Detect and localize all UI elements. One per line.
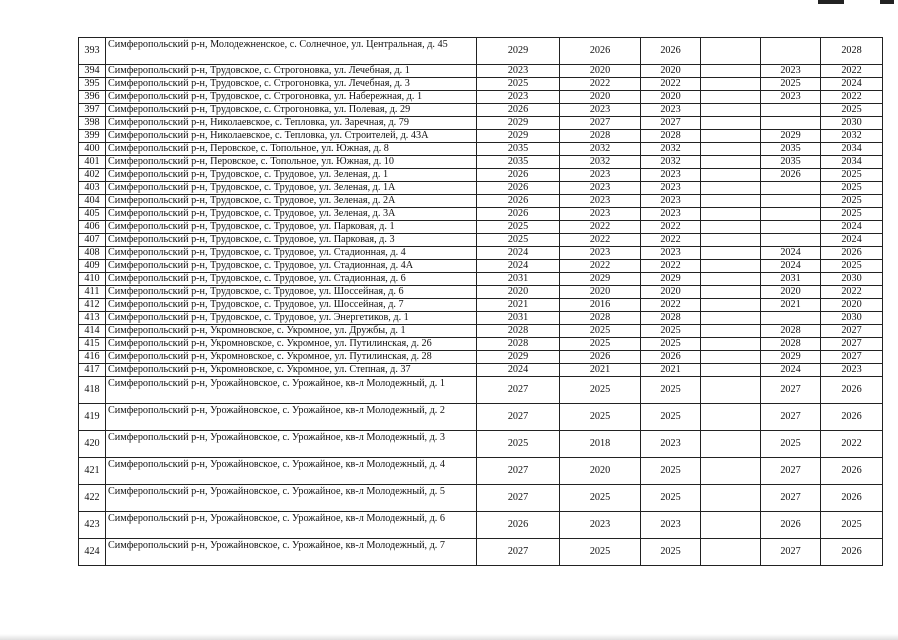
year-cell-6: 2025 [821, 169, 883, 182]
year-cell-4 [701, 431, 761, 458]
year-cell-2: 2020 [560, 286, 641, 299]
year-cell-6: 2025 [821, 104, 883, 117]
year-cell-6: 2023 [821, 364, 883, 377]
year-cell-3: 2026 [641, 38, 701, 65]
year-cell-1: 2031 [477, 312, 560, 325]
year-cell-1: 2024 [477, 364, 560, 377]
year-cell-4 [701, 512, 761, 539]
year-cell-6: 2027 [821, 351, 883, 364]
row-number: 400 [79, 143, 106, 156]
row-number: 393 [79, 38, 106, 65]
year-cell-3: 2032 [641, 156, 701, 169]
year-cell-1: 2023 [477, 65, 560, 78]
address-cell: Симферопольский р-н, Перовское, с. Топольное, ул. Южная, д. 10 [106, 156, 477, 169]
address-cell: Симферопольский р-н, Трудовское, с. Строгоновка, ул. Лечебная, д. 1 [106, 65, 477, 78]
row-number: 412 [79, 299, 106, 312]
year-cell-5: 2026 [761, 512, 821, 539]
row-number: 411 [79, 286, 106, 299]
year-cell-3: 2026 [641, 351, 701, 364]
year-cell-2: 2032 [560, 143, 641, 156]
row-number: 395 [79, 78, 106, 91]
year-cell-2: 2020 [560, 65, 641, 78]
year-cell-1: 2028 [477, 325, 560, 338]
year-cell-6: 2030 [821, 117, 883, 130]
year-cell-3: 2027 [641, 117, 701, 130]
year-cell-3: 2023 [641, 208, 701, 221]
year-cell-5 [761, 312, 821, 325]
year-cell-4 [701, 364, 761, 377]
year-cell-3: 2028 [641, 312, 701, 325]
year-cell-2: 2025 [560, 485, 641, 512]
year-cell-3: 2025 [641, 539, 701, 566]
year-cell-2: 2026 [560, 351, 641, 364]
year-cell-4 [701, 247, 761, 260]
address-cell: Симферопольский р-н, Молодежненское, с. Солнечное, ул. Центральная, д. 45 [106, 38, 477, 65]
year-cell-2: 2025 [560, 539, 641, 566]
year-cell-4 [701, 286, 761, 299]
year-cell-2: 2027 [560, 117, 641, 130]
table-body [79, 38, 883, 566]
address-cell: Симферопольский р-н, Трудовское, с. Трудовое, ул. Зеленая, д. 3А [106, 208, 477, 221]
year-cell-5: 2026 [761, 169, 821, 182]
address-cell: Симферопольский р-н, Урожайновское, с. Урожайное, кв-л Молодежный, д. 1 [106, 377, 477, 404]
year-cell-4 [701, 338, 761, 351]
year-cell-5 [761, 117, 821, 130]
year-cell-1: 2027 [477, 485, 560, 512]
row-number: 405 [79, 208, 106, 221]
year-cell-3: 2025 [641, 325, 701, 338]
year-cell-3: 2028 [641, 130, 701, 143]
year-cell-6: 2022 [821, 286, 883, 299]
year-cell-3: 2022 [641, 78, 701, 91]
address-cell: Симферопольский р-н, Трудовское, с. Трудовое, ул. Шоссейная, д. 6 [106, 286, 477, 299]
year-cell-6: 2032 [821, 130, 883, 143]
year-cell-3: 2023 [641, 195, 701, 208]
address-cell: Симферопольский р-н, Трудовское, с. Трудовое, ул. Стадионная, д. 4А [106, 260, 477, 273]
row-number: 404 [79, 195, 106, 208]
year-cell-3: 2022 [641, 299, 701, 312]
address-cell: Симферопольский р-н, Урожайновское, с. Урожайное, кв-л Молодежный, д. 5 [106, 485, 477, 512]
year-cell-1: 2025 [477, 221, 560, 234]
table-row [79, 208, 883, 221]
year-cell-2: 2025 [560, 377, 641, 404]
year-cell-6: 2020 [821, 299, 883, 312]
row-number: 398 [79, 117, 106, 130]
year-cell-5 [761, 234, 821, 247]
year-cell-4 [701, 273, 761, 286]
year-cell-2: 2023 [560, 208, 641, 221]
year-cell-1: 2023 [477, 91, 560, 104]
year-cell-3: 2025 [641, 485, 701, 512]
year-cell-1: 2026 [477, 208, 560, 221]
year-cell-6: 2030 [821, 273, 883, 286]
year-cell-4 [701, 38, 761, 65]
address-cell: Симферопольский р-н, Урожайновское, с. Урожайное, кв-л Молодежный, д. 7 [106, 539, 477, 566]
year-cell-5: 2024 [761, 364, 821, 377]
year-cell-5: 2024 [761, 260, 821, 273]
row-number: 407 [79, 234, 106, 247]
row-number: 414 [79, 325, 106, 338]
year-cell-2: 2016 [560, 299, 641, 312]
year-cell-5 [761, 104, 821, 117]
schedule-table [78, 37, 883, 566]
year-cell-2: 2025 [560, 338, 641, 351]
year-cell-6: 2025 [821, 208, 883, 221]
year-cell-4 [701, 539, 761, 566]
year-cell-1: 2027 [477, 458, 560, 485]
year-cell-3: 2032 [641, 143, 701, 156]
year-cell-3: 2023 [641, 512, 701, 539]
year-cell-2: 2025 [560, 404, 641, 431]
year-cell-5 [761, 38, 821, 65]
year-cell-6: 2022 [821, 65, 883, 78]
year-cell-6: 2025 [821, 260, 883, 273]
year-cell-2: 2022 [560, 234, 641, 247]
year-cell-2: 2032 [560, 156, 641, 169]
year-cell-4 [701, 208, 761, 221]
year-cell-6: 2026 [821, 539, 883, 566]
year-cell-4 [701, 299, 761, 312]
year-cell-2: 2023 [560, 169, 641, 182]
address-cell: Симферопольский р-н, Трудовское, с. Трудовое, ул. Стадионная, д. 6 [106, 273, 477, 286]
address-cell: Симферопольский р-н, Урожайновское, с. Урожайное, кв-л Молодежный, д. 4 [106, 458, 477, 485]
table-row [79, 117, 883, 130]
address-cell: Симферопольский р-н, Урожайновское, с. Урожайное, кв-л Молодежный, д. 2 [106, 404, 477, 431]
year-cell-5: 2025 [761, 78, 821, 91]
year-cell-5: 2027 [761, 377, 821, 404]
year-cell-5: 2029 [761, 351, 821, 364]
row-number: 403 [79, 182, 106, 195]
year-cell-5: 2023 [761, 65, 821, 78]
year-cell-1: 2035 [477, 156, 560, 169]
year-cell-3: 2021 [641, 364, 701, 377]
row-number: 420 [79, 431, 106, 458]
year-cell-2: 2023 [560, 512, 641, 539]
year-cell-4 [701, 78, 761, 91]
year-cell-3: 2022 [641, 234, 701, 247]
year-cell-1: 2027 [477, 404, 560, 431]
year-cell-5: 2029 [761, 130, 821, 143]
row-number: 413 [79, 312, 106, 325]
year-cell-5: 2025 [761, 431, 821, 458]
year-cell-4 [701, 351, 761, 364]
table-row [79, 364, 883, 377]
row-number: 424 [79, 539, 106, 566]
year-cell-1: 2027 [477, 377, 560, 404]
year-cell-1: 2024 [477, 247, 560, 260]
table-row [79, 234, 883, 247]
year-cell-2: 2025 [560, 325, 641, 338]
address-cell: Симферопольский р-н, Николаевское, с. Тепловка, ул. Строителей, д. 43А [106, 130, 477, 143]
year-cell-5 [761, 208, 821, 221]
address-cell: Симферопольский р-н, Урожайновское, с. Урожайное, кв-л Молодежный, д. 6 [106, 512, 477, 539]
table-row [79, 156, 883, 169]
year-cell-5: 2027 [761, 485, 821, 512]
year-cell-1: 2026 [477, 182, 560, 195]
year-cell-1: 2027 [477, 539, 560, 566]
year-cell-2: 2023 [560, 195, 641, 208]
year-cell-5 [761, 182, 821, 195]
year-cell-1: 2026 [477, 512, 560, 539]
table-row [79, 485, 883, 512]
table-row [79, 458, 883, 485]
year-cell-4 [701, 65, 761, 78]
year-cell-6: 2034 [821, 143, 883, 156]
year-cell-5: 2027 [761, 404, 821, 431]
year-cell-3: 2023 [641, 431, 701, 458]
year-cell-4 [701, 182, 761, 195]
row-number: 418 [79, 377, 106, 404]
row-number: 415 [79, 338, 106, 351]
address-cell: Симферопольский р-н, Трудовское, с. Трудовое, ул. Парковая, д. 3 [106, 234, 477, 247]
year-cell-5: 2021 [761, 299, 821, 312]
year-cell-1: 2026 [477, 104, 560, 117]
year-cell-1: 2029 [477, 351, 560, 364]
year-cell-4 [701, 404, 761, 431]
year-cell-3: 2022 [641, 260, 701, 273]
year-cell-6: 2024 [821, 221, 883, 234]
table-row [79, 247, 883, 260]
year-cell-4 [701, 195, 761, 208]
year-cell-6: 2027 [821, 325, 883, 338]
year-cell-2: 2023 [560, 247, 641, 260]
address-cell: Симферопольский р-н, Трудовское, с. Трудовое, ул. Зеленая, д. 2А [106, 195, 477, 208]
year-cell-2: 2026 [560, 38, 641, 65]
table-row [79, 431, 883, 458]
row-number: 421 [79, 458, 106, 485]
address-cell: Симферопольский р-н, Трудовское, с. Трудовое, ул. Стадионная, д. 4 [106, 247, 477, 260]
address-cell: Симферопольский р-н, Укромновское, с. Укромное, ул. Степная, д. 37 [106, 364, 477, 377]
year-cell-4 [701, 156, 761, 169]
year-cell-5: 2024 [761, 247, 821, 260]
table-row [79, 195, 883, 208]
row-number: 397 [79, 104, 106, 117]
year-cell-6: 2030 [821, 312, 883, 325]
year-cell-3: 2020 [641, 91, 701, 104]
row-number: 402 [79, 169, 106, 182]
year-cell-4 [701, 485, 761, 512]
year-cell-6: 2034 [821, 156, 883, 169]
year-cell-4 [701, 234, 761, 247]
scan-mark [818, 0, 844, 4]
year-cell-3: 2025 [641, 458, 701, 485]
table-row [79, 312, 883, 325]
year-cell-4 [701, 312, 761, 325]
scan-edge [0, 634, 898, 640]
address-cell: Симферопольский р-н, Трудовское, с. Строгоновка, ул. Лечебная, д. 3 [106, 78, 477, 91]
table-row [79, 338, 883, 351]
year-cell-6: 2022 [821, 431, 883, 458]
year-cell-6: 2025 [821, 195, 883, 208]
row-number: 408 [79, 247, 106, 260]
row-number: 422 [79, 485, 106, 512]
year-cell-2: 2018 [560, 431, 641, 458]
year-cell-3: 2029 [641, 273, 701, 286]
address-cell: Симферопольский р-н, Трудовское, с. Трудовое, ул. Парковая, д. 1 [106, 221, 477, 234]
year-cell-6: 2026 [821, 247, 883, 260]
year-cell-2: 2020 [560, 91, 641, 104]
table-row [79, 286, 883, 299]
year-cell-1: 2025 [477, 431, 560, 458]
table-row [79, 91, 883, 104]
row-number: 401 [79, 156, 106, 169]
year-cell-6: 2027 [821, 338, 883, 351]
year-cell-4 [701, 91, 761, 104]
year-cell-4 [701, 377, 761, 404]
year-cell-3: 2025 [641, 338, 701, 351]
year-cell-1: 2028 [477, 338, 560, 351]
table-row [79, 351, 883, 364]
address-cell: Симферопольский р-н, Трудовское, с. Строгоновка, ул. Полевая, д. 29 [106, 104, 477, 117]
year-cell-2: 2021 [560, 364, 641, 377]
year-cell-4 [701, 221, 761, 234]
table-row [79, 299, 883, 312]
row-number: 396 [79, 91, 106, 104]
year-cell-5 [761, 221, 821, 234]
year-cell-4 [701, 260, 761, 273]
year-cell-6: 2026 [821, 377, 883, 404]
year-cell-6: 2024 [821, 234, 883, 247]
table-row [79, 221, 883, 234]
year-cell-2: 2028 [560, 130, 641, 143]
table-row [79, 539, 883, 566]
year-cell-3: 2023 [641, 247, 701, 260]
year-cell-3: 2025 [641, 377, 701, 404]
year-cell-5: 2028 [761, 325, 821, 338]
table-row [79, 65, 883, 78]
year-cell-4 [701, 104, 761, 117]
table-row [79, 404, 883, 431]
year-cell-1: 2024 [477, 260, 560, 273]
year-cell-6: 2026 [821, 485, 883, 512]
table-row [79, 104, 883, 117]
year-cell-5: 2023 [761, 91, 821, 104]
table-row [79, 182, 883, 195]
table-row [79, 143, 883, 156]
address-cell: Симферопольский р-н, Трудовское, с. Трудовое, ул. Зеленая, д. 1А [106, 182, 477, 195]
year-cell-2: 2022 [560, 221, 641, 234]
year-cell-3: 2023 [641, 104, 701, 117]
address-cell: Симферопольский р-н, Трудовское, с. Трудовое, ул. Энергетиков, д. 1 [106, 312, 477, 325]
table-row [79, 325, 883, 338]
year-cell-5: 2035 [761, 143, 821, 156]
table-row [79, 38, 883, 65]
year-cell-5: 2028 [761, 338, 821, 351]
row-number: 409 [79, 260, 106, 273]
address-cell: Симферопольский р-н, Укромновское, с. Укромное, ул. Путилинская, д. 28 [106, 351, 477, 364]
table-row [79, 512, 883, 539]
year-cell-4 [701, 130, 761, 143]
year-cell-5 [761, 195, 821, 208]
row-number: 417 [79, 364, 106, 377]
row-number: 399 [79, 130, 106, 143]
year-cell-1: 2035 [477, 143, 560, 156]
year-cell-4 [701, 325, 761, 338]
year-cell-1: 2029 [477, 117, 560, 130]
year-cell-2: 2029 [560, 273, 641, 286]
year-cell-5: 2031 [761, 273, 821, 286]
year-cell-3: 2020 [641, 286, 701, 299]
year-cell-3: 2025 [641, 404, 701, 431]
year-cell-1: 2029 [477, 130, 560, 143]
table-row [79, 169, 883, 182]
year-cell-1: 2031 [477, 273, 560, 286]
year-cell-3: 2020 [641, 65, 701, 78]
year-cell-6: 2025 [821, 512, 883, 539]
year-cell-4 [701, 117, 761, 130]
row-number: 416 [79, 351, 106, 364]
year-cell-4 [701, 458, 761, 485]
address-cell: Симферопольский р-н, Перовское, с. Топольное, ул. Южная, д. 8 [106, 143, 477, 156]
year-cell-6: 2024 [821, 78, 883, 91]
year-cell-6: 2025 [821, 182, 883, 195]
table-row [79, 78, 883, 91]
address-cell: Симферопольский р-н, Урожайновское, с. Урожайное, кв-л Молодежный, д. 3 [106, 431, 477, 458]
table-row [79, 260, 883, 273]
year-cell-2: 2028 [560, 312, 641, 325]
year-cell-1: 2029 [477, 38, 560, 65]
address-cell: Симферопольский р-н, Укромновское, с. Укромное, ул. Путилинская, д. 26 [106, 338, 477, 351]
year-cell-6: 2026 [821, 458, 883, 485]
address-cell: Симферопольский р-н, Николаевское, с. Тепловка, ул. Заречная, д. 79 [106, 117, 477, 130]
address-cell: Симферопольский р-н, Укромновское, с. Укромное, ул. Дружбы, д. 1 [106, 325, 477, 338]
scan-mark [880, 0, 894, 4]
row-number: 406 [79, 221, 106, 234]
year-cell-1: 2020 [477, 286, 560, 299]
year-cell-6: 2022 [821, 91, 883, 104]
year-cell-4 [701, 143, 761, 156]
year-cell-6: 2026 [821, 404, 883, 431]
address-cell: Симферопольский р-н, Трудовское, с. Трудовое, ул. Шоссейная, д. 7 [106, 299, 477, 312]
year-cell-5: 2027 [761, 539, 821, 566]
year-cell-2: 2023 [560, 182, 641, 195]
table-row [79, 273, 883, 286]
year-cell-2: 2022 [560, 78, 641, 91]
year-cell-3: 2023 [641, 169, 701, 182]
row-number: 423 [79, 512, 106, 539]
year-cell-4 [701, 169, 761, 182]
address-cell: Симферопольский р-н, Трудовское, с. Трудовое, ул. Зеленая, д. 1 [106, 169, 477, 182]
year-cell-1: 2026 [477, 169, 560, 182]
row-number: 410 [79, 273, 106, 286]
year-cell-1: 2025 [477, 234, 560, 247]
year-cell-5: 2027 [761, 458, 821, 485]
year-cell-2: 2022 [560, 260, 641, 273]
year-cell-3: 2022 [641, 221, 701, 234]
year-cell-1: 2021 [477, 299, 560, 312]
year-cell-3: 2023 [641, 182, 701, 195]
year-cell-2: 2020 [560, 458, 641, 485]
year-cell-2: 2023 [560, 104, 641, 117]
year-cell-1: 2025 [477, 78, 560, 91]
table-row [79, 130, 883, 143]
row-number: 394 [79, 65, 106, 78]
year-cell-5: 2035 [761, 156, 821, 169]
row-number: 419 [79, 404, 106, 431]
year-cell-5: 2020 [761, 286, 821, 299]
year-cell-1: 2026 [477, 195, 560, 208]
year-cell-6: 2028 [821, 38, 883, 65]
table-row [79, 377, 883, 404]
address-cell: Симферопольский р-н, Трудовское, с. Строгоновка, ул. Набережная, д. 1 [106, 91, 477, 104]
